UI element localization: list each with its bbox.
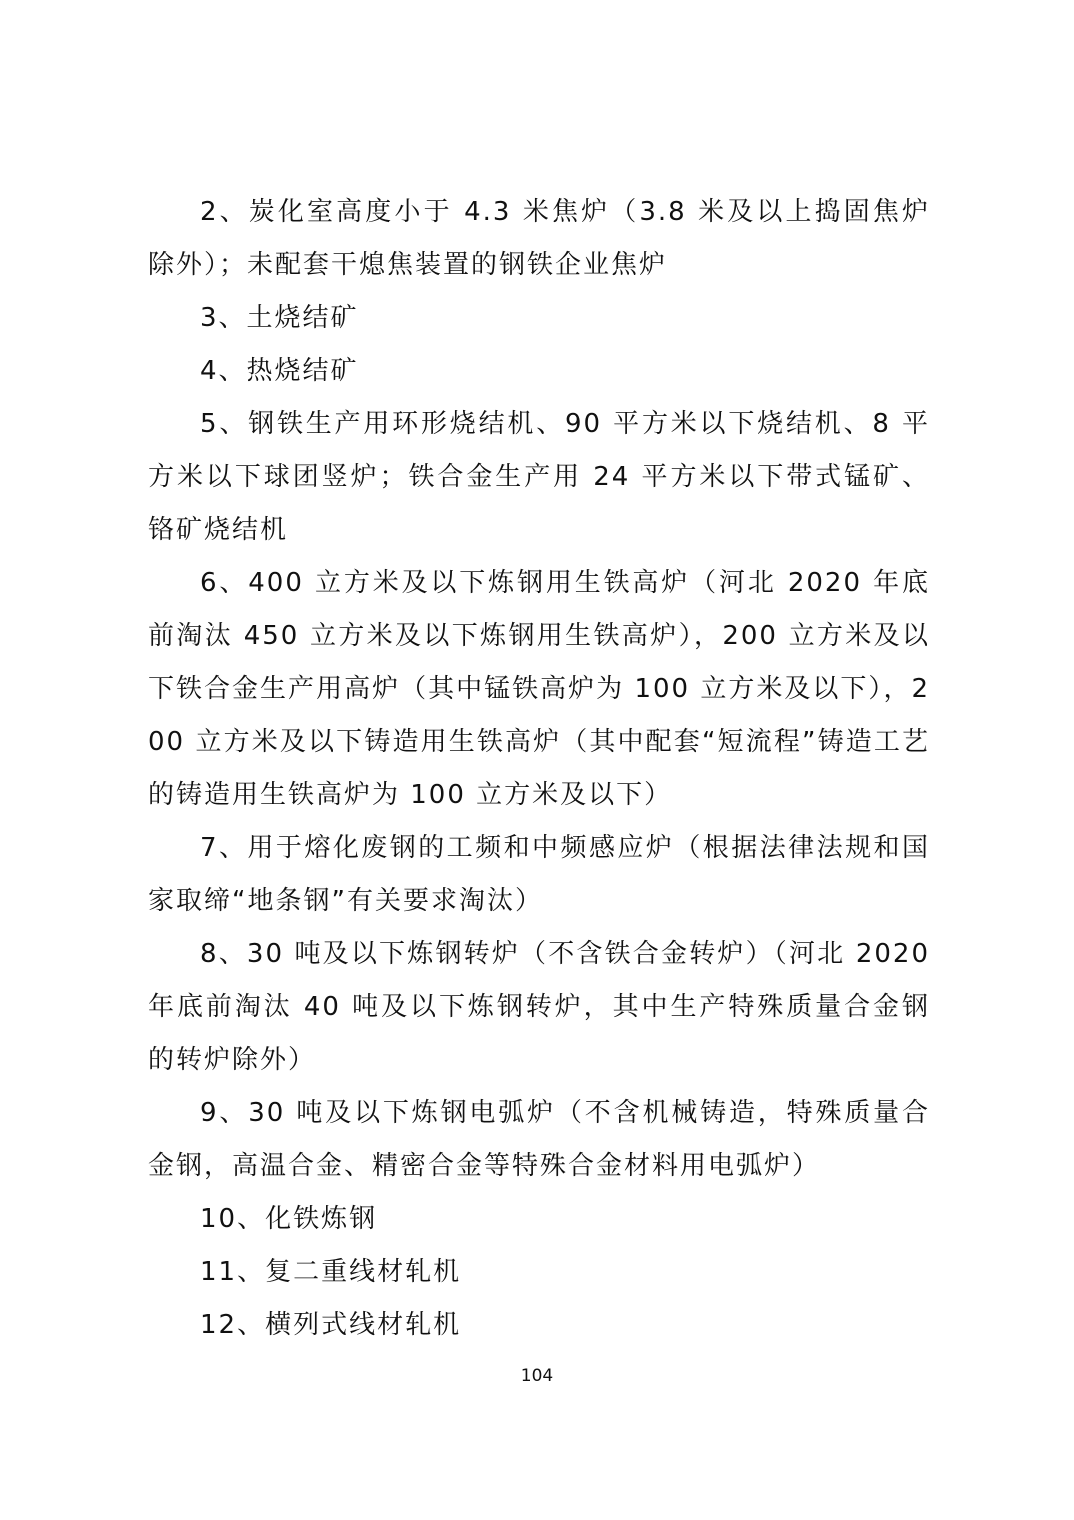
list-item-4: 4、热烧结矿 [200, 356, 359, 386]
list-item-5: 5、钢铁生产用环形烧结机、90 平方米以下烧结机、8 平方米以下球团竖炉；铁合金生产用 24 平方米以下带式锰矿、铬矿烧结机 [148, 409, 930, 545]
list-item-8: 8、30 吨及以下炼钢转炉（不含铁合金转炉）（河北 2020 年底前淘汰 40 吨及以下炼钢转炉，其中生产特殊质量合金钢的转炉除外） [148, 939, 930, 1075]
list-item-11: 11、复二重线材轧机 [200, 1257, 462, 1287]
list-item-6: 6、400 立方米及以下炼钢用生铁高炉（河北 2020 年底前淘汰 450 立方米及以下炼钢用生铁高炉），200 立方米及以下铁合金生产用高炉（其中锰铁高炉为 100 立方米及以下），200 立方米及以下铸造用生铁高炉（其中配套“短流程”铸造工艺的铸造用生铁高炉为 100 立方米及以下） [148, 568, 930, 810]
list-item-7: 7、用于熔化废钢的工频和中频感应炉（根据法律法规和国家取缔“地条钢”有关要求淘汰） [148, 833, 930, 916]
document-body [148, 186, 930, 1352]
list-item-12: 12、横列式线材轧机 [200, 1310, 462, 1340]
page-number: 104 [520, 1366, 554, 1386]
list-item-3: 3、土烧结矿 [200, 303, 359, 333]
list-item-9: 9、30 吨及以下炼钢电弧炉（不含机械铸造，特殊质量合金钢，高温合金、精密合金等特殊合金材料用电弧炉） [148, 1098, 930, 1181]
list-item-10: 10、化铁炼钢 [200, 1204, 378, 1234]
list-item-2: 2、炭化室高度小于 4.3 米焦炉（3.8 米及以上捣固焦炉除外）；未配套干熄焦装置的钢铁企业焦炉 [148, 197, 930, 280]
